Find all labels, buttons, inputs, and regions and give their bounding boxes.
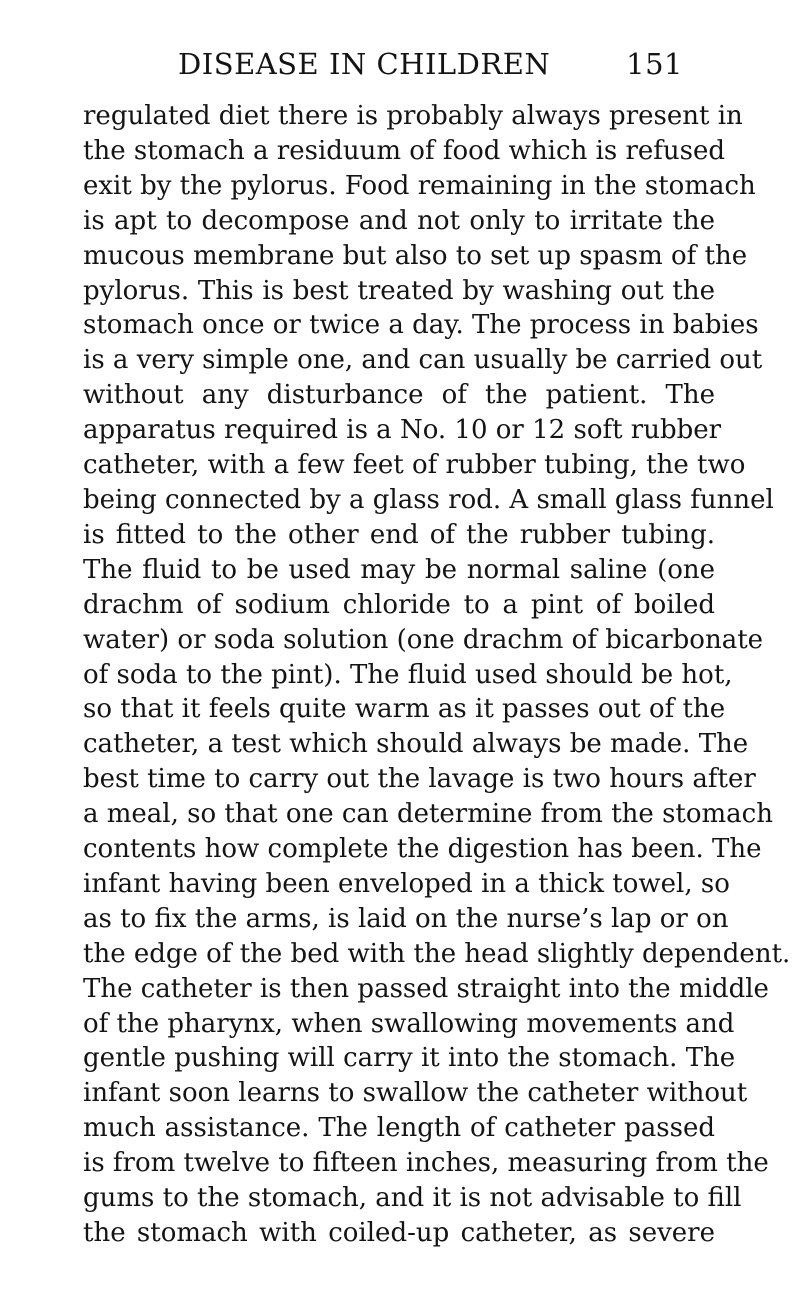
text-line: a meal, so that one can determine from the stomach	[83, 799, 773, 830]
text-line: pylorus. This is best treated by washing out the	[83, 275, 715, 306]
page-number: 151	[626, 47, 683, 81]
text-line: gentle pushing will carry it into the stomach. The	[83, 1043, 736, 1074]
text-line: infant soon learns to swallow the catheter without	[83, 1078, 748, 1109]
text-line: infant having been enveloped in a thick towel, so	[83, 868, 730, 899]
running-head	[178, 44, 683, 84]
text-line: water) or soda solution (one drachm of bicarbonate	[83, 624, 764, 655]
text-line: mucous membrane but also to set up spasm of the	[83, 240, 748, 271]
text-line: gums to the stomach, and it is not advisable to fill	[83, 1183, 742, 1214]
text-line: catheter, with a few feet of rubber tubing, the two	[83, 450, 746, 481]
running-title: DISEASE IN CHILDREN	[178, 47, 551, 81]
text-line: being connected by a glass rod. A small glass funnel	[83, 484, 774, 515]
text-line: catheter, a test which should always be made. The	[83, 729, 749, 760]
text-line: stomach once or twice a day. The process in babies	[83, 310, 759, 341]
text-line: The catheter is then passed straight into the middle	[83, 973, 769, 1004]
text-line: of the pharynx, when swallowing movements and	[83, 1008, 735, 1039]
text-line: so that it feels quite warm as it passes out of the	[83, 694, 726, 725]
text-line: the stomach with coiled-up catheter, as severe	[83, 1218, 715, 1248]
text-line: The fluid to be used may be normal saline (one	[83, 554, 715, 585]
text-line: without any disturbance of the patient. The	[83, 380, 715, 411]
text-line: exit by the pylorus. Food remaining in the stomach	[83, 170, 756, 201]
text-line: apparatus required is a No. 10 or 12 soft rubber	[83, 415, 722, 446]
text-line: is a very simple one, and can usually be carried out	[83, 345, 763, 376]
text-line: is fitted to the other end of the rubber tubing.	[83, 519, 715, 550]
text-line: of soda to the pint). The fluid used should be hot,	[83, 659, 733, 690]
text-line: best time to carry out the lavage is two hours after	[83, 764, 756, 795]
text-line: is from twelve to fifteen inches, measuring from the	[83, 1148, 769, 1179]
text-line: the stomach a residuum of food which is refused	[83, 135, 726, 166]
text-line: regulated diet there is probably always present in	[83, 101, 743, 131]
text-line: drachm of sodium chloride to a pint of boiled	[83, 589, 715, 620]
text-line: is apt to decompose and not only to irritate the	[83, 205, 715, 236]
text-line: the edge of the bed with the head slightly dependent.	[83, 938, 791, 969]
body-text	[83, 99, 791, 1251]
text-line: as to fix the arms, is laid on the nurse’s lap or on	[83, 903, 729, 934]
text-line: much assistance. The length of catheter passed	[83, 1113, 715, 1144]
text-line: contents how complete the digestion has been. The	[83, 834, 762, 865]
